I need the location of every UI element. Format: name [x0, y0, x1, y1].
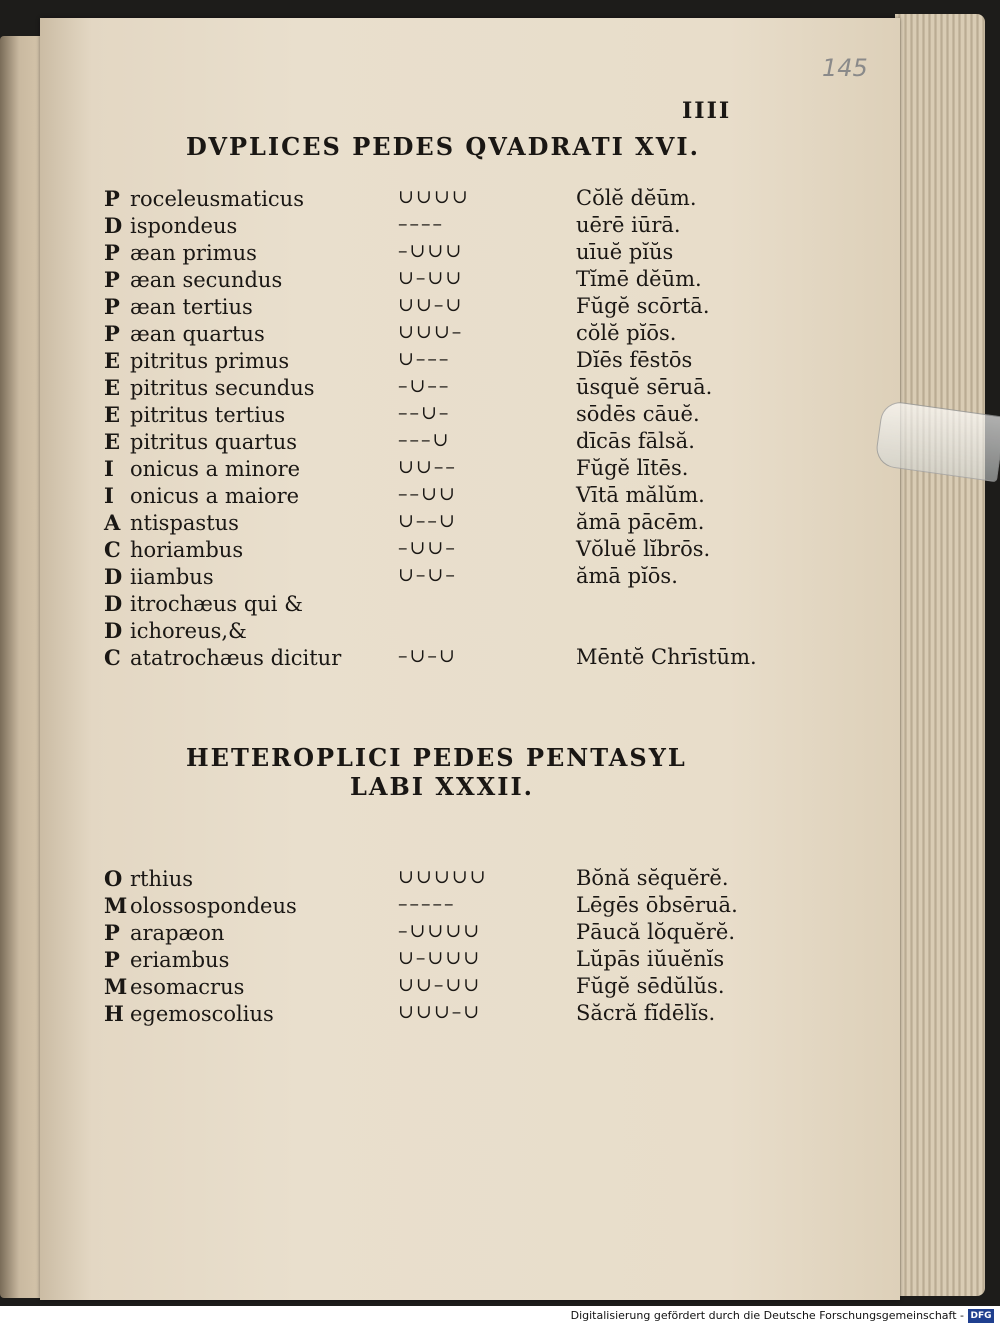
foot-initial: P	[104, 947, 120, 972]
foot-name	[104, 1001, 274, 1026]
foot-name	[104, 893, 297, 918]
foot-initial: M	[104, 893, 128, 918]
foot-name	[104, 375, 315, 400]
meter-pattern: ∪–∪∪	[398, 267, 464, 289]
example-phrase: cŏlĕ pĭōs.	[576, 321, 677, 345]
foot-initial: O	[104, 866, 123, 891]
foot-initial: A	[104, 510, 121, 535]
example-phrase: Fŭgĕ sēdŭlŭs.	[576, 974, 725, 998]
foot-name-rest: esomacrus	[130, 975, 245, 999]
foot-name-rest: pitritus quartus	[130, 430, 298, 454]
example-phrase: ūsquĕ sēruā.	[576, 375, 713, 399]
meter-pattern: ∪∪–∪	[398, 294, 464, 316]
foot-name-rest: ispondeus	[130, 214, 238, 238]
foot-initial: D	[104, 564, 123, 589]
example-phrase: uērē iūrā.	[576, 213, 681, 237]
foot-name	[104, 321, 265, 346]
example-phrase: sōdēs cāuĕ.	[576, 402, 700, 426]
foot-initial: P	[104, 294, 120, 319]
foot-initial: E	[104, 402, 121, 427]
foot-name-rest: onicus a minore	[130, 457, 301, 481]
meter-pattern: –––∪	[398, 429, 451, 451]
example-phrase: Vŏluĕ lĭbrōs.	[576, 537, 711, 561]
foot-initial: C	[104, 645, 121, 670]
foot-initial: I	[104, 483, 114, 508]
example-phrase: Fŭgĕ lītēs.	[576, 456, 689, 480]
meter-pattern: –∪∪∪	[398, 240, 464, 262]
foot-name	[104, 645, 341, 670]
example-phrase: Mēntĕ Chrīstūm.	[576, 645, 757, 669]
meter-pattern: ––––	[398, 213, 444, 235]
credit-text: Digitalisierung gefördert durch die Deutsche Forschungsgemeinschaft -	[570, 1309, 964, 1322]
foot-name-rest: pitritus secundus	[130, 376, 315, 400]
foot-name-rest: atatrochæus dicitur	[130, 646, 342, 670]
foot-name-rest: arapæon	[130, 921, 225, 945]
meter-pattern: ∪–∪–	[398, 564, 457, 586]
example-phrase: Tĭmē dĕūm.	[576, 267, 702, 291]
foot-initial: E	[104, 429, 121, 454]
foot-name	[104, 348, 289, 373]
foot-name	[104, 974, 244, 999]
example-phrase: Pāucă lŏquĕrĕ.	[576, 920, 736, 944]
example-phrase: Lŭpās iŭuĕnĭs	[576, 947, 725, 971]
foot-name-rest: pitritus tertius	[130, 403, 286, 427]
foot-name-rest: pitritus primus	[130, 349, 290, 373]
meter-pattern: ∪–––	[398, 348, 451, 370]
meter-pattern: ∪∪∪∪	[398, 186, 470, 208]
foot-initial: P	[104, 186, 120, 211]
foot-name	[104, 240, 257, 265]
meter-pattern: –∪––	[398, 375, 451, 397]
foot-initial: P	[104, 240, 120, 265]
foot-name	[104, 294, 253, 319]
example-phrase: Vītā mălŭm.	[576, 483, 705, 507]
foot-name-rest: æan quartus	[130, 322, 265, 346]
credit-bar	[0, 1306, 1000, 1327]
meter-pattern: –∪∪∪∪	[398, 920, 482, 942]
foot-name	[104, 267, 282, 292]
meter-pattern: ∪∪∪–	[398, 321, 464, 343]
foot-name	[104, 618, 247, 643]
meter-pattern: ––∪–	[398, 402, 451, 424]
meter-pattern: ∪–∪∪∪	[398, 947, 482, 969]
foot-initial: M	[104, 974, 128, 999]
meter-pattern: –∪∪–	[398, 537, 457, 559]
foot-name	[104, 866, 193, 891]
foot-name-rest: horiambus	[130, 538, 244, 562]
example-phrase: Fŭgĕ scōrtā.	[576, 294, 710, 318]
foot-initial: P	[104, 920, 120, 945]
page-stack-edge	[895, 14, 985, 1296]
foot-initial: H	[104, 1001, 124, 1026]
foot-initial: D	[104, 618, 123, 643]
foot-name-rest: itrochæus qui &	[130, 592, 303, 616]
foot-initial: E	[104, 348, 121, 373]
example-phrase: Bŏnă sĕquĕrĕ.	[576, 866, 729, 890]
meter-pattern: –∪–∪	[398, 645, 457, 667]
foot-name	[104, 456, 300, 481]
example-phrase: Dĭēs fēstōs	[576, 348, 693, 372]
foot-initial: I	[104, 456, 114, 481]
foot-name-rest: egemoscolius	[130, 1002, 274, 1026]
meter-pattern: ∪∪∪∪∪	[398, 866, 488, 888]
foot-initial: E	[104, 375, 121, 400]
foot-name-rest: æan tertius	[130, 295, 253, 319]
foot-name-rest: eriambus	[130, 948, 230, 972]
example-phrase: dīcās fālsă.	[576, 429, 695, 453]
meter-pattern: ∪––∪	[398, 510, 457, 532]
example-phrase: Cŏlĕ dĕūm.	[576, 186, 697, 210]
foot-name	[104, 947, 229, 972]
meter-pattern: ∪∪∪–∪	[398, 1001, 482, 1023]
foot-name	[104, 186, 304, 211]
section1-heading: DVPLICES PEDES QVADRATI XVI.	[186, 132, 700, 161]
meter-pattern: ∪∪––	[398, 456, 457, 478]
foot-name	[104, 429, 297, 454]
foot-name	[104, 537, 243, 562]
foot-name-rest: onicus a maiore	[130, 484, 300, 508]
example-phrase: uīuĕ pĭŭs	[576, 240, 674, 264]
foot-name-rest: æan secundus	[130, 268, 283, 292]
foot-initial: P	[104, 267, 120, 292]
foot-name-rest: iiambus	[130, 565, 214, 589]
foot-name-rest: olossospondeus	[130, 894, 297, 918]
foot-name	[104, 591, 303, 616]
foot-name	[104, 213, 237, 238]
foot-name-rest: æan primus	[130, 241, 257, 265]
example-phrase: Săcră fĭdēlĭs.	[576, 1001, 716, 1025]
folio-number: IIII	[682, 98, 732, 124]
foot-initial: D	[104, 213, 123, 238]
foot-name	[104, 483, 299, 508]
meter-pattern: ∪∪–∪∪	[398, 974, 482, 996]
foot-name-rest: ichoreus,&	[130, 619, 247, 643]
meter-pattern: –––––	[398, 893, 456, 915]
foot-initial: D	[104, 591, 123, 616]
foot-name-rest: ntispastus	[130, 511, 239, 535]
example-phrase: ămā pĭōs.	[576, 564, 678, 588]
foot-name	[104, 920, 224, 945]
foot-name	[104, 564, 214, 589]
foot-initial: P	[104, 321, 120, 346]
meter-pattern: ––∪∪	[398, 483, 457, 505]
section2-heading-line1: HETEROPLICI PEDES PENTASYL	[186, 743, 687, 772]
pencil-page-number: 145	[822, 54, 868, 82]
example-phrase: Lēgēs ōbsēruā.	[576, 893, 738, 917]
example-phrase: ămā pācēm.	[576, 510, 705, 534]
foot-name-rest: roceleusmaticus	[130, 187, 304, 211]
dfg-logo: DFG	[968, 1309, 994, 1323]
foot-initial: C	[104, 537, 121, 562]
foot-name	[104, 510, 239, 535]
foot-name-rest: rthius	[130, 867, 194, 891]
foot-name	[104, 402, 285, 427]
section2-heading-line2: LABI XXXII.	[350, 772, 535, 801]
